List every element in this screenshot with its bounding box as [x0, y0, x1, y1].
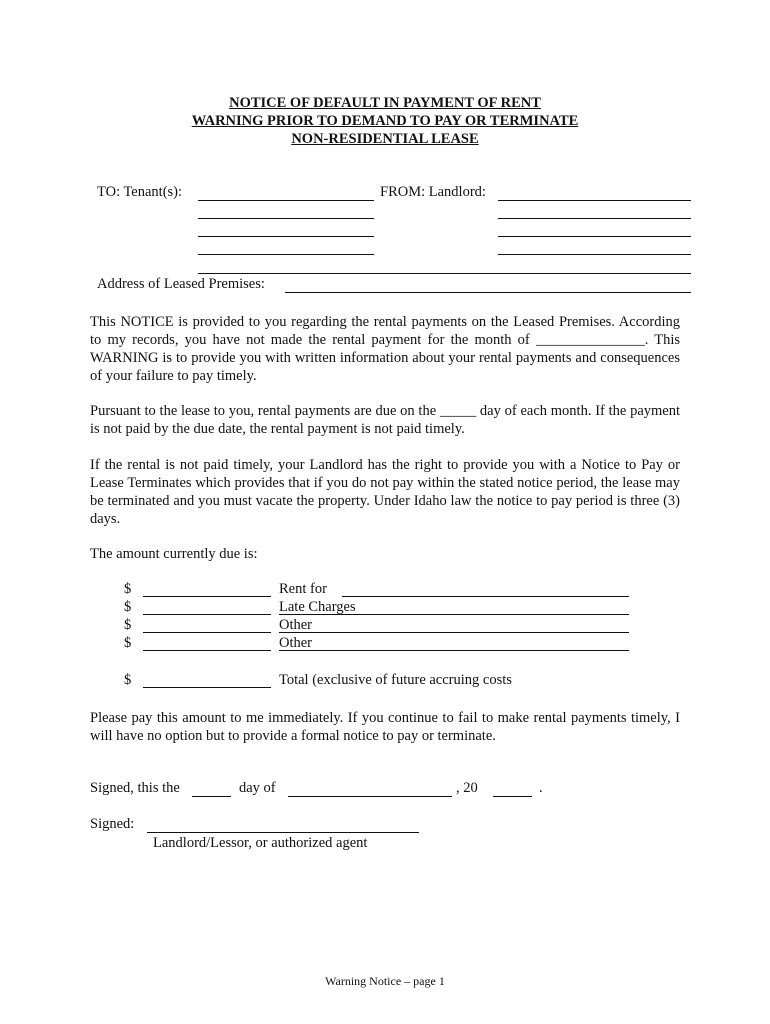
signature-field[interactable] — [147, 832, 419, 833]
tenant-field-3[interactable] — [198, 236, 374, 237]
signed-month-field[interactable] — [288, 796, 452, 797]
paragraph-demand: Please pay this amount to me immediately. If you continue to fail to make rental payments timely, I will have no option but to provide a formal notice to pay or terminate. — [90, 710, 680, 744]
amount-label-other-1: Other — [279, 617, 313, 633]
signed-label: Signed: — [90, 816, 135, 832]
paragraph-due-date — [90, 402, 680, 438]
month-blank[interactable]: _______________ — [535, 332, 645, 348]
paragraph-due-text-2: day of each month. If the payment is not paid by the due date, the rental payment is not paid timely. — [90, 403, 681, 437]
landlord-field-3[interactable] — [498, 236, 691, 237]
title-line-2: WARNING PRIOR TO DEMAND TO PAY OR TERMINATE — [191, 113, 579, 129]
tenant-field-1[interactable] — [198, 200, 374, 201]
landlord-label: FROM: Landlord: — [380, 184, 486, 200]
dollar-sign: $ — [124, 599, 132, 615]
address-field-2[interactable] — [285, 292, 691, 293]
address-label: Address of Leased Premises: — [97, 276, 265, 292]
signed-this-label: Signed, this the — [90, 780, 180, 796]
due-day-blank[interactable]: _____ — [439, 403, 477, 419]
signer-caption: Landlord/Lessor, or authorized agent — [153, 835, 368, 851]
amount-field-other-2[interactable] — [143, 650, 271, 651]
paragraph-due-text-1: Pursuant to the lease to you, rental payments are due on the — [90, 403, 437, 419]
amount-label-late-charges: Late Charges — [279, 599, 356, 615]
title-line-1: NOTICE OF DEFAULT IN PAYMENT OF RENT — [229, 95, 541, 111]
total-label: Total (exclusive of future accruing costs — [279, 672, 512, 688]
dollar-sign: $ — [124, 672, 132, 688]
page-footer: Warning Notice – page 1 — [325, 974, 445, 988]
landlord-field-1[interactable] — [498, 200, 691, 201]
dollar-sign: $ — [124, 617, 132, 633]
dollar-sign: $ — [124, 581, 132, 597]
description-field-rent[interactable] — [342, 596, 629, 597]
amount-field-late-charges[interactable] — [143, 614, 271, 615]
paragraph-notice-text-1: This NOTICE is provided to you regarding the rental payments on the Leased Premises. According to my records, you have not made the rental payment for the month of — [90, 314, 680, 348]
title-line-3: NON-RESIDENTIAL LEASE — [291, 131, 479, 147]
address-field-1[interactable] — [198, 273, 691, 274]
tenant-field-2[interactable] — [198, 218, 374, 219]
signed-period: . — [539, 780, 543, 796]
amount-intro: The amount currently due is: — [90, 546, 258, 562]
signed-year-field[interactable] — [493, 796, 532, 797]
landlord-field-2[interactable] — [498, 218, 691, 219]
amount-label-rent: Rent for — [279, 581, 327, 597]
signed-day-field[interactable] — [192, 796, 231, 797]
paragraph-notice — [90, 313, 680, 385]
paragraph-rights: If the rental is not paid timely, your Landlord has the right to provide you with a Notice to Pay or Lease Terminates which provides that if you do not pay within the stated notice period, the lease may be terminated and you must vacate the property. Under Idaho law the notice to pay period is three (3) days. — [90, 457, 680, 527]
landlord-field-4[interactable] — [498, 254, 691, 255]
paragraph-notice-text-2: . This WARNING is to provide you with written information about your rental payments and consequences of your failure to pay timely. — [90, 332, 680, 384]
amount-field-other-1[interactable] — [143, 632, 271, 633]
amount-field-total[interactable] — [143, 687, 271, 688]
year-prefix-label: , 20 — [456, 780, 478, 796]
amount-field-rent[interactable] — [143, 596, 271, 597]
description-field-other-2[interactable] — [279, 650, 629, 651]
day-of-label: day of — [239, 780, 276, 796]
description-field-other-1[interactable] — [279, 632, 629, 633]
tenant-field-4[interactable] — [198, 254, 374, 255]
description-field-late-charges[interactable] — [279, 614, 629, 615]
amount-label-other-2: Other — [279, 635, 313, 651]
tenant-label: TO: Tenant(s): — [97, 184, 183, 200]
dollar-sign: $ — [124, 635, 132, 651]
